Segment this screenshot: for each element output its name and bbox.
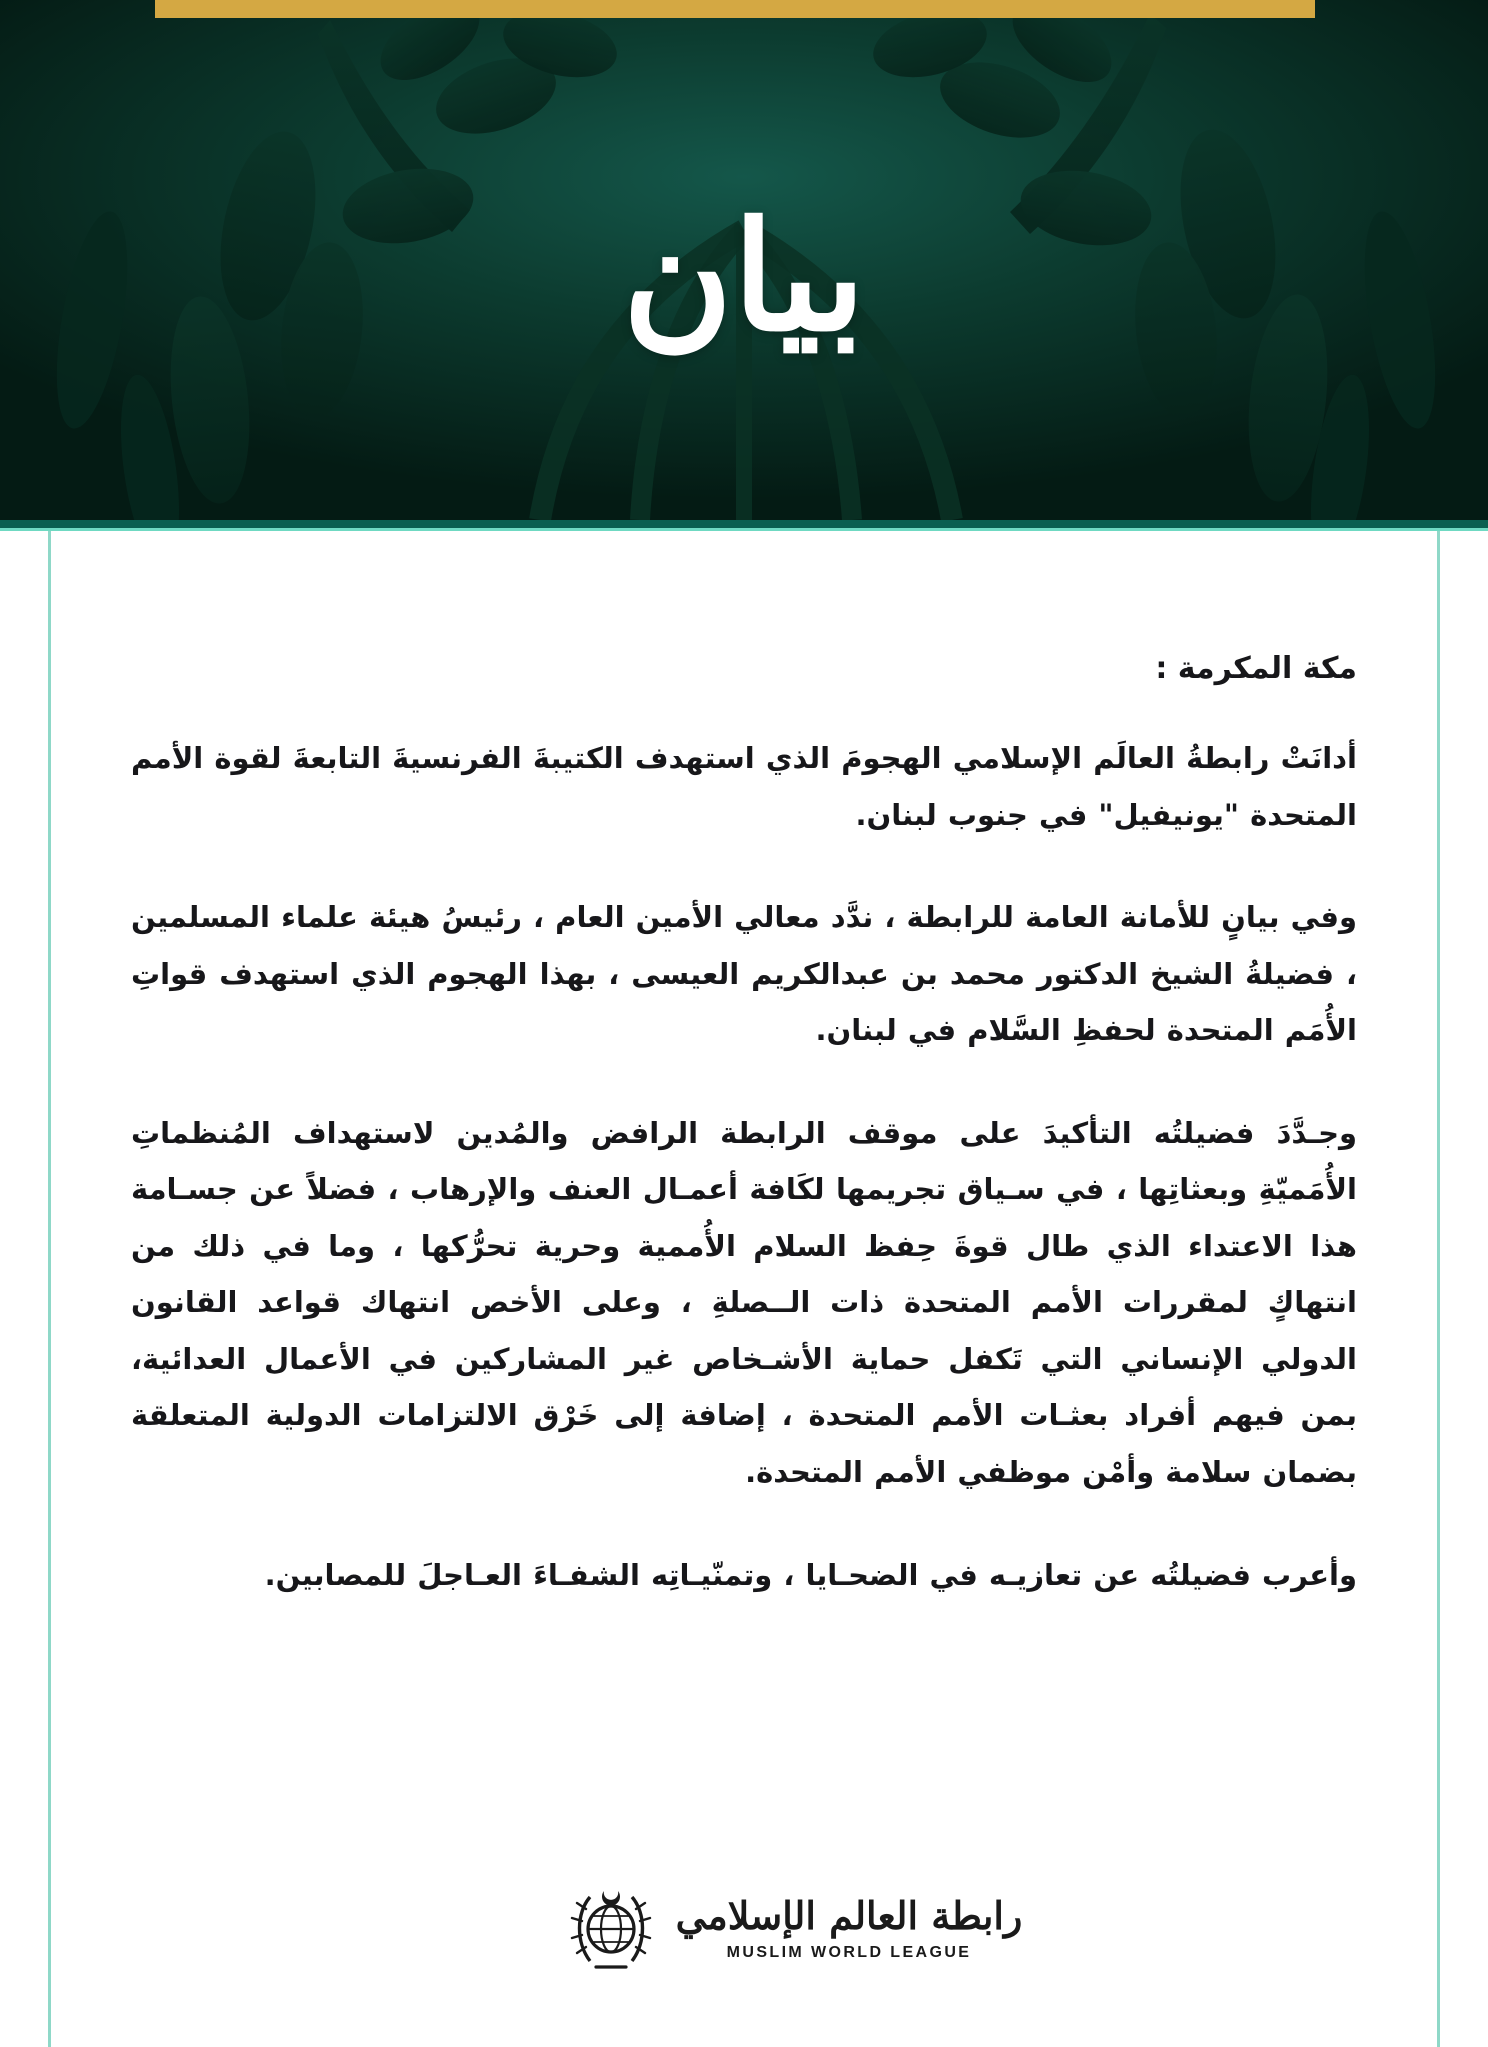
right-border-rule [1437, 531, 1440, 2047]
hero-header [0, 0, 1488, 520]
statement-title: بيان [622, 189, 866, 365]
paragraph-1: أدانَتْ رابطةُ العالَم الإسلامي الهجومَ الذي استهدف الكتيبةَ الفرنسيةَ التابعةَ لقوة الأمم المتحدة "يونيفيل" في جنوب لبنان. [131, 741, 1357, 832]
left-border-rule [48, 531, 51, 2047]
globe-with-wreath-icon [568, 1883, 654, 1975]
dateline: مكة المكرمة : [1155, 651, 1357, 686]
gold-accent-bar [155, 0, 1315, 18]
footer-logo [51, 1883, 1488, 1975]
statement-content [131, 651, 1357, 1603]
hero-title [0, 0, 1488, 520]
mint-accent-line [0, 528, 1488, 531]
teal-divider [0, 520, 1488, 528]
paragraph-2: وفي بيانٍ للأمانة العامة للرابطة ، ندَّد معالي الأمين العام ، رئيسُ هيئة علماء المسلمين ، فضيلةُ الشيخ الدكتور محمد بن عبدالكريم العيسى ، بهذا الهجوم الذي استهدف قواتِ الأُمَم المتحدة لحفظِ السَّلام في لبنان. [131, 900, 1357, 1048]
organization-wordmark [675, 1893, 1023, 1962]
organization-name-english: MUSLIM WORLD LEAGUE [726, 1943, 972, 1961]
paragraph-3: وجـدَّدَ فضيلتُه التأكيدَ على موقف الرابطة الرافض والمُدين لاستهداف المُنظماتِ الأُمَميّةِ وبعثاتِها ، في سـياق تجريمها لكَافة أعمـال العنف والإرهاب ، فضلاً عن جسـامة هذا الاعتداء الذي طال قوةَ حِفظ السلام الأُممية وحرية تحرُّكها ، وما في ذلك من انتهاكٍ لمقررات الأمم المتحدة ذات الــصلةِ ، وعلى الأخص انتهاك قواعد القانون الدولي الإنساني التي تَكفل حماية الأشـخاص غير المشاركين في الأعمال العدائية، بمن فيهم أفراد بعثـات الأمم المتحدة ، إضافة إلى خَرْق الالتزامات الدولية المتعلقة بضمان سلامة وأمْن موظفي الأمم المتحدة. [131, 1115, 1357, 1490]
paragraph-4: وأعرب فضيلتُه عن تعازيـه في الضحـايا ، وتمنّيـاتِه الشفـاءَ العـاجلَ للمصابين. [264, 1557, 1357, 1592]
statement-body-sheet [51, 531, 1437, 2047]
organization-name-arabic: رابطة العالم الإسلامي [675, 1893, 1023, 1939]
